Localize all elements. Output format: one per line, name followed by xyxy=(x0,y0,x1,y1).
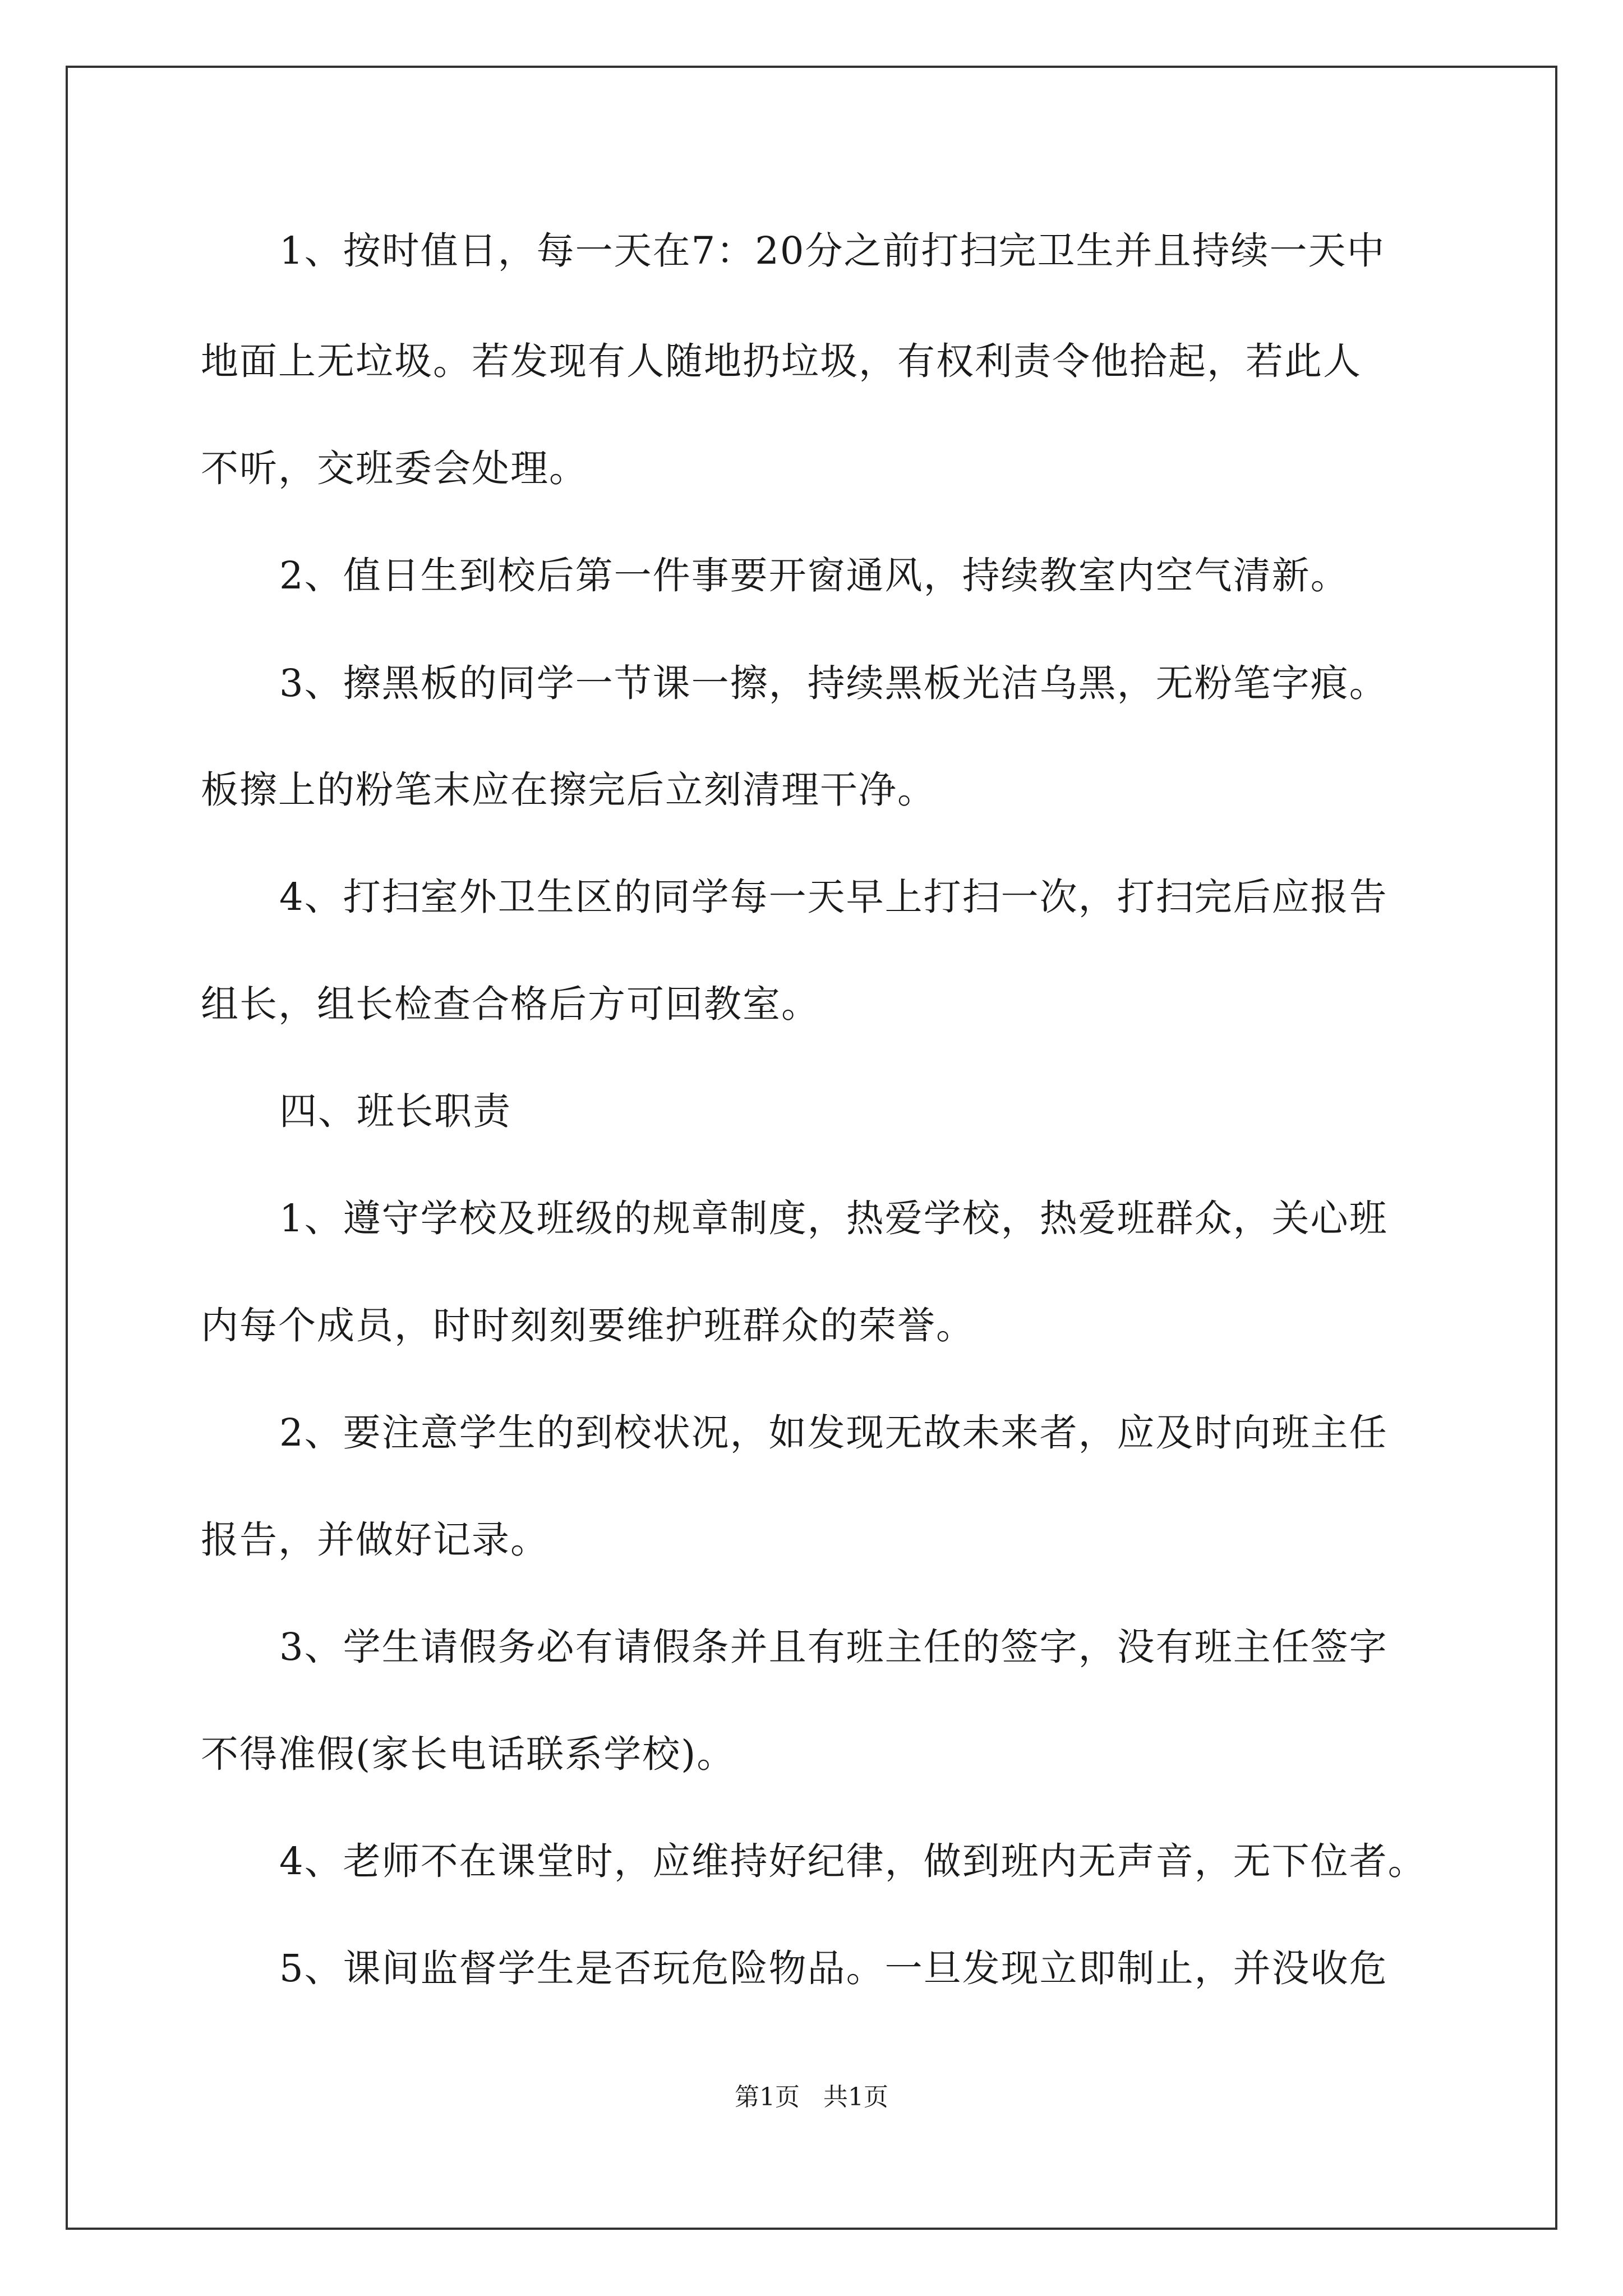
text-line: 4、打扫室外卫生区的同学每一天早上打扫一次，打扫完后应报告 xyxy=(279,875,1388,919)
text-line: 不听，交班委会处理。 xyxy=(201,447,588,490)
text-line: 2、值日生到校后第一件事要开窗通风，持续教室内空气清新。 xyxy=(279,554,1349,597)
text-line: 板擦上的粉笔末应在擦完后立刻清理干净。 xyxy=(201,768,936,812)
text-line: 内每个成员，时时刻刻要维护班群众的荣誉。 xyxy=(201,1304,975,1347)
section-heading: 四、班长职责 xyxy=(279,1089,511,1133)
text-line: 地面上无垃圾。若发现有人随地扔垃圾，有权利责令他拾起，若此人 xyxy=(201,339,1362,383)
page-footer: 第1页 共1页 xyxy=(735,2083,888,2111)
text-line: 3、擦黑板的同学一节课一擦，持续黑板光洁乌黑，无粉笔字痕。 xyxy=(279,661,1388,705)
text-line: 2、要注意学生的到校状况，如发现无故未来者，应及时向班主任 xyxy=(279,1411,1388,1455)
text-line: 组长，组长检查合格后方可回教室。 xyxy=(201,982,820,1026)
text-line: 4、老师不在课堂时，应维持好纪律，做到班内无声音，无下位者。 xyxy=(279,1839,1427,1883)
text-line: 3、学生请假务必有请假条并且有班主任的签字，没有班主任签字 xyxy=(279,1625,1388,1669)
text-line: 不得准假(家长电话联系学校)。 xyxy=(201,1732,736,1776)
text-line: 5、课间监督学生是否玩危险物品。一旦发现立即制止，并没收危 xyxy=(279,1947,1388,1990)
page-border xyxy=(66,66,1557,2230)
text-line: 1、遵守学校及班级的规章制度，热爱学校，热爱班群众，关心班 xyxy=(279,1197,1388,1240)
text-line: 报告，并做好记录。 xyxy=(201,1518,549,1562)
text-line: 1、按时值日，每一天在7：20分之前打扫完卫生并且持续一天中 xyxy=(279,229,1386,273)
